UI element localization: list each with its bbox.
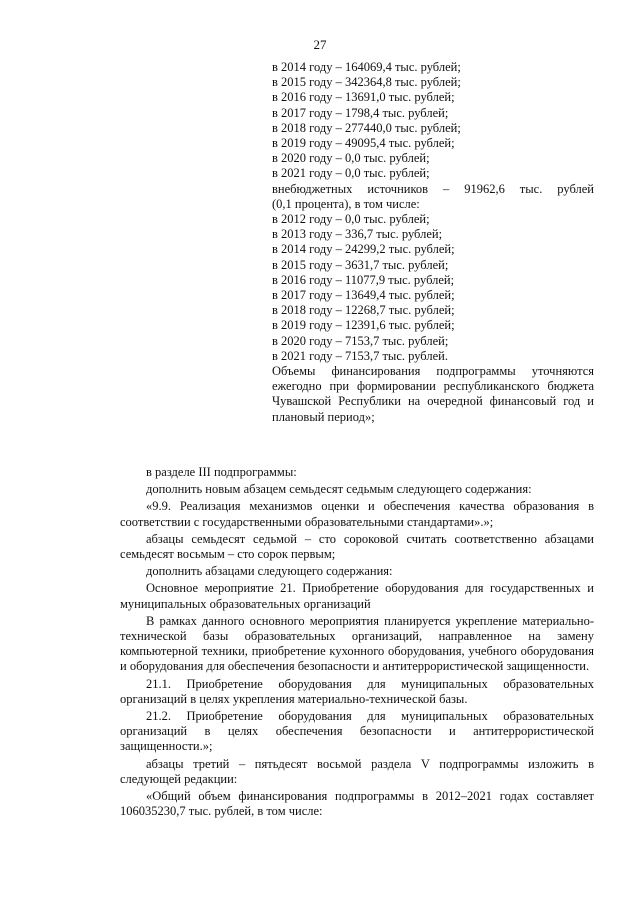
extrabudget-line-2019: в 2019 году – 12391,6 тыс. рублей; <box>272 318 455 333</box>
budget-line-2017: в 2017 году – 1798,4 тыс. рублей; <box>272 105 449 120</box>
document-body <box>120 465 594 819</box>
paragraph-add-77: дополнить новым абзацем семьдесят седьмым следующего содержания: <box>146 482 532 497</box>
paragraph-item-9-9: «9.9. Реализация механизмов оценки и обеспечения качества образования в соответствии с государственными образовательными стандартами».»; <box>120 499 594 529</box>
budget-line-2020: в 2020 году – 0,0 тыс. рублей; <box>272 151 430 166</box>
funding-column <box>272 60 594 425</box>
budget-line-2014: в 2014 году – 164069,4 тыс. рублей; <box>272 60 461 74</box>
extrabudget-continuation: (0,1 процента), в том числе: <box>272 196 420 211</box>
paragraph-total-funding: «Общий объем финансирования подпрограммы в 2012–2021 годах составляет 106035230,7 тыс. рублей, в том числе: <box>120 789 594 819</box>
page-number: 27 <box>313 37 327 52</box>
funding-note: Объемы финансирования подпрограммы уточняются ежегодно при формировании республиканского бюджета Чувашской Республики на очередной финансовый год и плановый период»; <box>272 364 594 424</box>
budget-line-2021: в 2021 году – 0,0 тыс. рублей; <box>272 166 430 181</box>
extrabudget-line-2017: в 2017 году – 13649,4 тыс. рублей; <box>272 288 455 303</box>
budget-line-2016: в 2016 году – 13691,0 тыс. рублей; <box>272 90 455 105</box>
paragraph-item-21-2: 21.2. Приобретение оборудования для муниципальных образовательных организаций в целях обеспечения безопасности и антитеррористической защищенности.»; <box>120 709 594 754</box>
budget-line-2018: в 2018 году – 277440,0 тыс. рублей; <box>272 120 461 135</box>
paragraph-add-paragraphs: дополнить абзацами следующего содержания: <box>146 564 393 579</box>
paragraph-renumber: абзацы семьдесят седьмой – сто сороковой считать соответственно абзацами семьдесят восьмым – сто сорок первым; <box>120 531 594 562</box>
paragraph-section-iii: в разделе III подпрограммы: <box>146 465 297 479</box>
budget-line-2015: в 2015 году – 342364,8 тыс. рублей; <box>272 75 461 90</box>
extrabudget-line-2018: в 2018 году – 12268,7 тыс. рублей; <box>272 303 455 318</box>
extrabudget-line-2020: в 2020 году – 7153,7 тыс. рублей; <box>272 333 449 348</box>
extrabudget-line-2013: в 2013 году – 336,7 тыс. рублей; <box>272 227 443 242</box>
extrabudget-line-2016: в 2016 году – 11077,9 тыс. рублей; <box>272 272 455 287</box>
paragraph-section-v: абзацы третий – пятьдесят восьмой раздела V подпрограммы изложить в следующей редакции: <box>120 756 594 786</box>
budget-line-2019: в 2019 году – 49095,4 тыс. рублей; <box>272 136 455 151</box>
extrabudget-line-2015: в 2015 году – 3631,7 тыс. рублей; <box>272 257 449 272</box>
paragraph-measure-21: Основное мероприятие 21. Приобретение оборудования для государственных и муниципальных образовательных организаций <box>120 581 594 611</box>
extrabudget-line: внебюджетных источников – 91962,6 тыс. рублей <box>272 181 594 196</box>
extrabudget-line-2021: в 2021 году – 7153,7 тыс. рублей. <box>272 348 448 363</box>
paragraph-measure-21-description: В рамках данного основного мероприятия планируется укрепление материально-технической базы образовательных организаций, направленное на замену компьютерной техники, приобретение кухонного оборудования, учебного оборудования и оборудования для обеспечения безопасности и антитеррористической защищенности. <box>120 613 594 674</box>
paragraph-item-21-1: 21.1. Приобретение оборудования для муниципальных образовательных организаций в целях укрепления материально-технической базы. <box>120 676 594 706</box>
extrabudget-line-2014: в 2014 году – 24299,2 тыс. рублей; <box>272 242 455 257</box>
extrabudget-line-2012: в 2012 году – 0,0 тыс. рублей; <box>272 212 430 227</box>
